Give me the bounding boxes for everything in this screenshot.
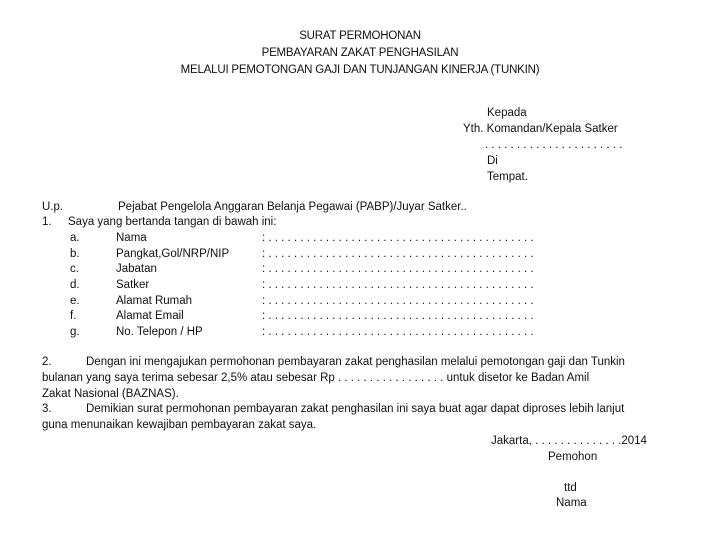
section-2-line-3: Zakat Nasional (BAZNAS). bbox=[42, 388, 179, 400]
field-value-pangkat: : . . . . . . . . . . . . . . . . . . . . . . . . . . . . . . . . . . . . . . . . . . bbox=[262, 248, 534, 260]
section-1-number: 1. bbox=[42, 216, 52, 228]
field-letter: c. bbox=[70, 263, 79, 275]
field-letter: a. bbox=[70, 232, 80, 244]
recipient-place: Tempat. bbox=[487, 171, 528, 183]
field-label-alamat-rumah: Alamat Rumah bbox=[116, 295, 193, 307]
field-label-pangkat: Pangkat,Gol/NRP/NIP bbox=[116, 248, 230, 260]
recipient-addressee: Yth. Komandan/Kepala Satker bbox=[463, 123, 618, 135]
field-value-alamat-rumah: : . . . . . . . . . . . . . . . . . . . . . . . . . . . . . . . . . . . . . . . . . . bbox=[262, 295, 534, 307]
title-line-1: SURAT PERMOHONAN bbox=[299, 30, 421, 42]
section-2-number: 2. bbox=[42, 356, 52, 368]
field-letter: f. bbox=[70, 310, 77, 322]
field-letter: d. bbox=[70, 279, 80, 291]
recipient-to: Kepada bbox=[487, 107, 527, 119]
field-letter: e. bbox=[70, 295, 80, 307]
title-line-3: MELALUI PEMOTONGAN GAJI DAN TUNJANGAN KINERJA (TUNKIN) bbox=[180, 64, 540, 76]
field-label-jabatan: Jabatan bbox=[116, 263, 157, 275]
field-letter: b. bbox=[70, 248, 80, 260]
field-value-jabatan: : . . . . . . . . . . . . . . . . . . . . . . . . . . . . . . . . . . . . . . . . . . bbox=[262, 263, 534, 275]
applicant-label: Pemohon bbox=[548, 451, 598, 463]
attention-text: Pejabat Pengelola Anggaran Belanja Pegawai (PABP)/Juyar Satker.. bbox=[118, 201, 467, 213]
recipient-dots: . . . . . . . . . . . . . . . . . . . . . . bbox=[485, 139, 623, 151]
section-2-line-1: Dengan ini mengajukan permohonan pembayaran zakat penghasilan melalui pemotongan gaji dan Tunkin bbox=[86, 356, 625, 368]
applicant-name: Nama bbox=[556, 497, 587, 509]
field-letter: g. bbox=[70, 326, 80, 338]
title-line-2: PEMBAYARAN ZAKAT PENGHASILAN bbox=[261, 47, 459, 59]
field-label-alamat-email: Alamat Email bbox=[116, 310, 184, 322]
section-1-intro: Saya yang bertanda tangan di bawah ini: bbox=[68, 216, 277, 228]
section-3-line-2: guna menunaikan kewajiban pembayaran zakat saya. bbox=[42, 419, 317, 431]
section-3-number: 3. bbox=[42, 403, 52, 415]
field-value-nama: : . . . . . . . . . . . . . . . . . . . . . . . . . . . . . . . . . . . . . . . . . . bbox=[262, 232, 534, 244]
field-value-satker: : . . . . . . . . . . . . . . . . . . . . . . . . . . . . . . . . . . . . . . . . . . bbox=[262, 279, 534, 291]
place-date: Jakarta, . . . . . . . . . . . . . .2014 bbox=[491, 435, 647, 447]
field-value-alamat-email: : . . . . . . . . . . . . . . . . . . . . . . . . . . . . . . . . . . . . . . . . . . bbox=[262, 310, 534, 322]
signature-placeholder: ttd bbox=[564, 482, 577, 494]
field-label-telepon: No. Telepon / HP bbox=[116, 326, 203, 338]
field-label-satker: Satker bbox=[116, 279, 150, 291]
field-label-nama: Nama bbox=[116, 232, 147, 244]
section-2-line-2: bulanan yang saya terima sebesar 2,5% atau sebesar Rp . . . . . . . . . . . . . . . . . untuk disetor ke Badan Amil bbox=[42, 372, 590, 384]
recipient-at: Di bbox=[487, 155, 498, 167]
attention-label: U.p. bbox=[42, 201, 64, 213]
section-3-line-1: Demikian surat permohonan pembayaran zakat penghasilan ini saya buat agar dapat diproses lebih lanjut bbox=[86, 403, 625, 415]
field-value-telepon: : . . . . . . . . . . . . . . . . . . . . . . . . . . . . . . . . . . . . . . . . . . bbox=[262, 326, 534, 338]
